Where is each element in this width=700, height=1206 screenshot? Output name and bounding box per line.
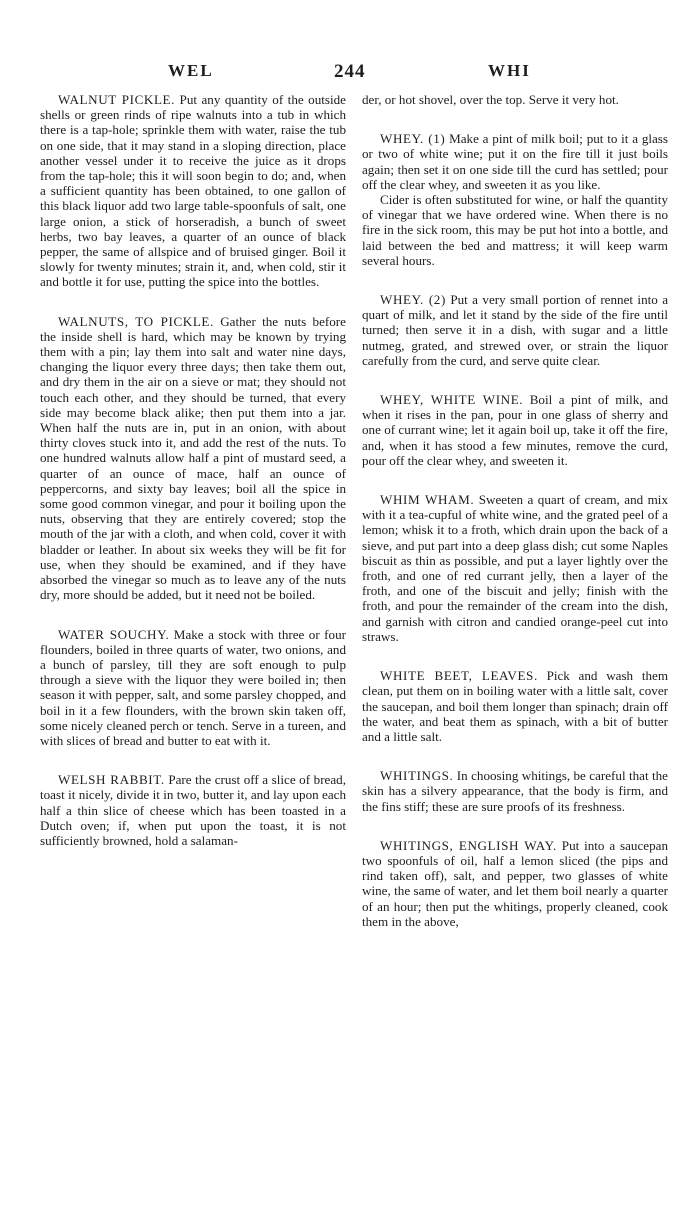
entry-title: WHEY. (1) — [380, 131, 446, 147]
entry-title: WALNUT PICKLE. — [58, 92, 176, 107]
page-number: 244 — [334, 61, 366, 82]
entry-whey-2 — [362, 292, 668, 368]
entry-welsh-rabbit — [40, 772, 346, 848]
running-head-right: WHI — [488, 61, 531, 80]
entry-whitings — [362, 768, 668, 814]
entry-title: WATER SOUCHY. — [58, 626, 170, 642]
entry-title: WALNUTS, TO PICKLE. — [58, 313, 214, 329]
continued-text: der, or hot shovel, over the top. Serve it very hot. — [362, 92, 619, 107]
entry-title: WHITE BEET, LEAVES. — [380, 668, 538, 684]
left-column — [40, 92, 346, 872]
entry-body: Make a pint of milk boil; put to it a glass or two of white wine; put it on the fire till it just boils again; then set it on one side till the curd has settled; pour off the clear whey, and sweeten it as you like. — [362, 131, 669, 192]
entry-continuation — [362, 92, 668, 107]
entry-title: WELSH RABBIT. — [58, 772, 165, 788]
entry-whey-1 — [362, 131, 668, 268]
entry-note: Cider is often substituted for wine, or half the quantity of vinegar that we have ordered wine. When there is no fire in the sick room, this may be put hot into a bottle, and laid between the bed and mattress; it will keep warm several hours. — [362, 192, 668, 268]
entry-title: WHEY. (2) — [380, 292, 446, 308]
entry-title: WHITINGS. — [380, 768, 454, 784]
entry-body: Put into a saucepan two spoonfuls of oil, half a lemon sliced (the pips and rind taken off), salt, and pepper, two glasses of white wine, the same of water, and let them boil nearly a quarter of an hour; then put the whitings, properly cleaned, cook them in the above, — [362, 837, 669, 929]
entry-title: WHIM WHAM. — [380, 492, 475, 508]
entry-walnut-pickle — [40, 92, 346, 290]
entry-title: WHITINGS, ENGLISH WAY. — [380, 837, 557, 853]
entry-whitings-english-way — [362, 838, 668, 929]
entry-whim-wham — [362, 492, 668, 644]
entry-body: Boil a pint of milk, and when it rises in the pan, pour in one glass of sherry and one of currant wine; let it again boil up, take it off the fire, and, when it has stood a few minutes, remove the curd, pour off the clear whey, and sweeten it. — [362, 392, 668, 468]
entry-white-beet-leaves — [362, 668, 668, 744]
entry-walnuts-to-pickle — [40, 314, 346, 603]
entry-body: Put any quantity of the outside shells or green rinds of ripe walnuts into a tub in which there is a tap-hole; sprinkle them with water, raise the tub on one side, that it may stand in a sloping direction, place another vessel under it to receive the juice as it drops from the tap-hole; this it will soon begin to do; and, when a sufficient quantity has been obtained, to one gallon of this black liquor add two large table-spoonfuls of salt, one large onion, a stick of horseradish, a bunch of sweet herbs, two bay leaves, a quarter of an ounce of black pepper, the same of allspice and of bruised ginger. Boil it slowly for twenty minutes; strain it, and, when cold, stir it and bottle it for use, putting the spice into the bottles. — [40, 92, 346, 290]
entry-title: WHEY, WHITE WINE. — [380, 392, 524, 408]
entry-water-souchy — [40, 627, 346, 749]
right-column — [362, 92, 668, 953]
entry-whey-white-wine — [362, 392, 668, 468]
entry-body: Put a very small portion of rennet into a quart of milk, and let it stand by the side of the fire until turned; then serve it in a dish, with sugar and a little nutmeg, grated, and strewed over, or strain the liquor carefully from the curd, and serve quite clear. — [362, 292, 669, 368]
entry-body: Pare the crust off a slice of bread, toast it nicely, divide it in two, butter it, and lay upon each half a thin slice of cheese which has been toasted in a Dutch oven; if, when put upon the toast, it is not sufficiently browned, hold a salaman- — [40, 772, 346, 848]
entry-body: Gather the nuts before the inside shell is hard, which may be known by trying them with a pin; lay them into salt and water nine days, changing the liquor every three days; then take them out, and dry them in the air on a sieve or mat; they should not touch each other, and they should be turned, that every side may become black alike; then put them into a jar. When half the nuts are in, put in an onion, with about thirty cloves stuck into it, and add the rest of the nuts. To one hundred walnuts allow half a pint of mustard seed, a quarter of an ounce of mace, half an ounce of peppercorns, and sixty bay leaves; boil all the spice in some good common vinegar, and pour it boiling upon the nuts, observing that they are entirely covered; stop the mouth of the jar with a cloth, and when cold, cover it with bladder or leather. In about six weeks they will be fit for use, when they should be examined, and if they have absorbed the vinegar so much as to leave any of the nuts dry, more should be added, but it need not be boiled. — [40, 313, 346, 603]
entry-body: Make a stock with three or four flounders, boiled in three quarts of water, two onions, and a bunch of parsley, till they are soft enough to pulp through a sieve with the liquor they were boiled in; then season it with pepper, salt, and some parsley chopped, and boil in it a few flounders, with the brown skin taken off, some nicely cleaned perch or tench. Serve in a tureen, and with slices of bread and butter to eat with it. — [40, 626, 346, 748]
entry-body: In choosing whitings, be careful that the skin has a silvery appearance, that the body is firm, and the fins stiff; these are sure proofs of its freshness. — [362, 768, 668, 814]
entry-body: Sweeten a quart of cream, and mix with it a tea-cupful of white wine, and the grated peel of a lemon; whisk it to a froth, which drain upon the back of a sieve, and put part into a deep glass dish; cut some Naples biscuit as thin as possible, and put a layer lightly over the froth, and one of red currant jelly, then a layer of the froth, and one of the biscuit and jelly; finish with the froth, and pour the remainder of the cream into the dish, and garnish with citron and candied orange-peel cut into straws. — [362, 492, 668, 644]
entry-body: Pick and wash them clean, put them on in boiling water with a little salt, cover the saucepan, and boil them longer than spinach; drain off the water, and beat them as spinach, with a bit of butter and a little salt. — [362, 668, 669, 744]
running-head-left: WEL — [168, 61, 214, 80]
